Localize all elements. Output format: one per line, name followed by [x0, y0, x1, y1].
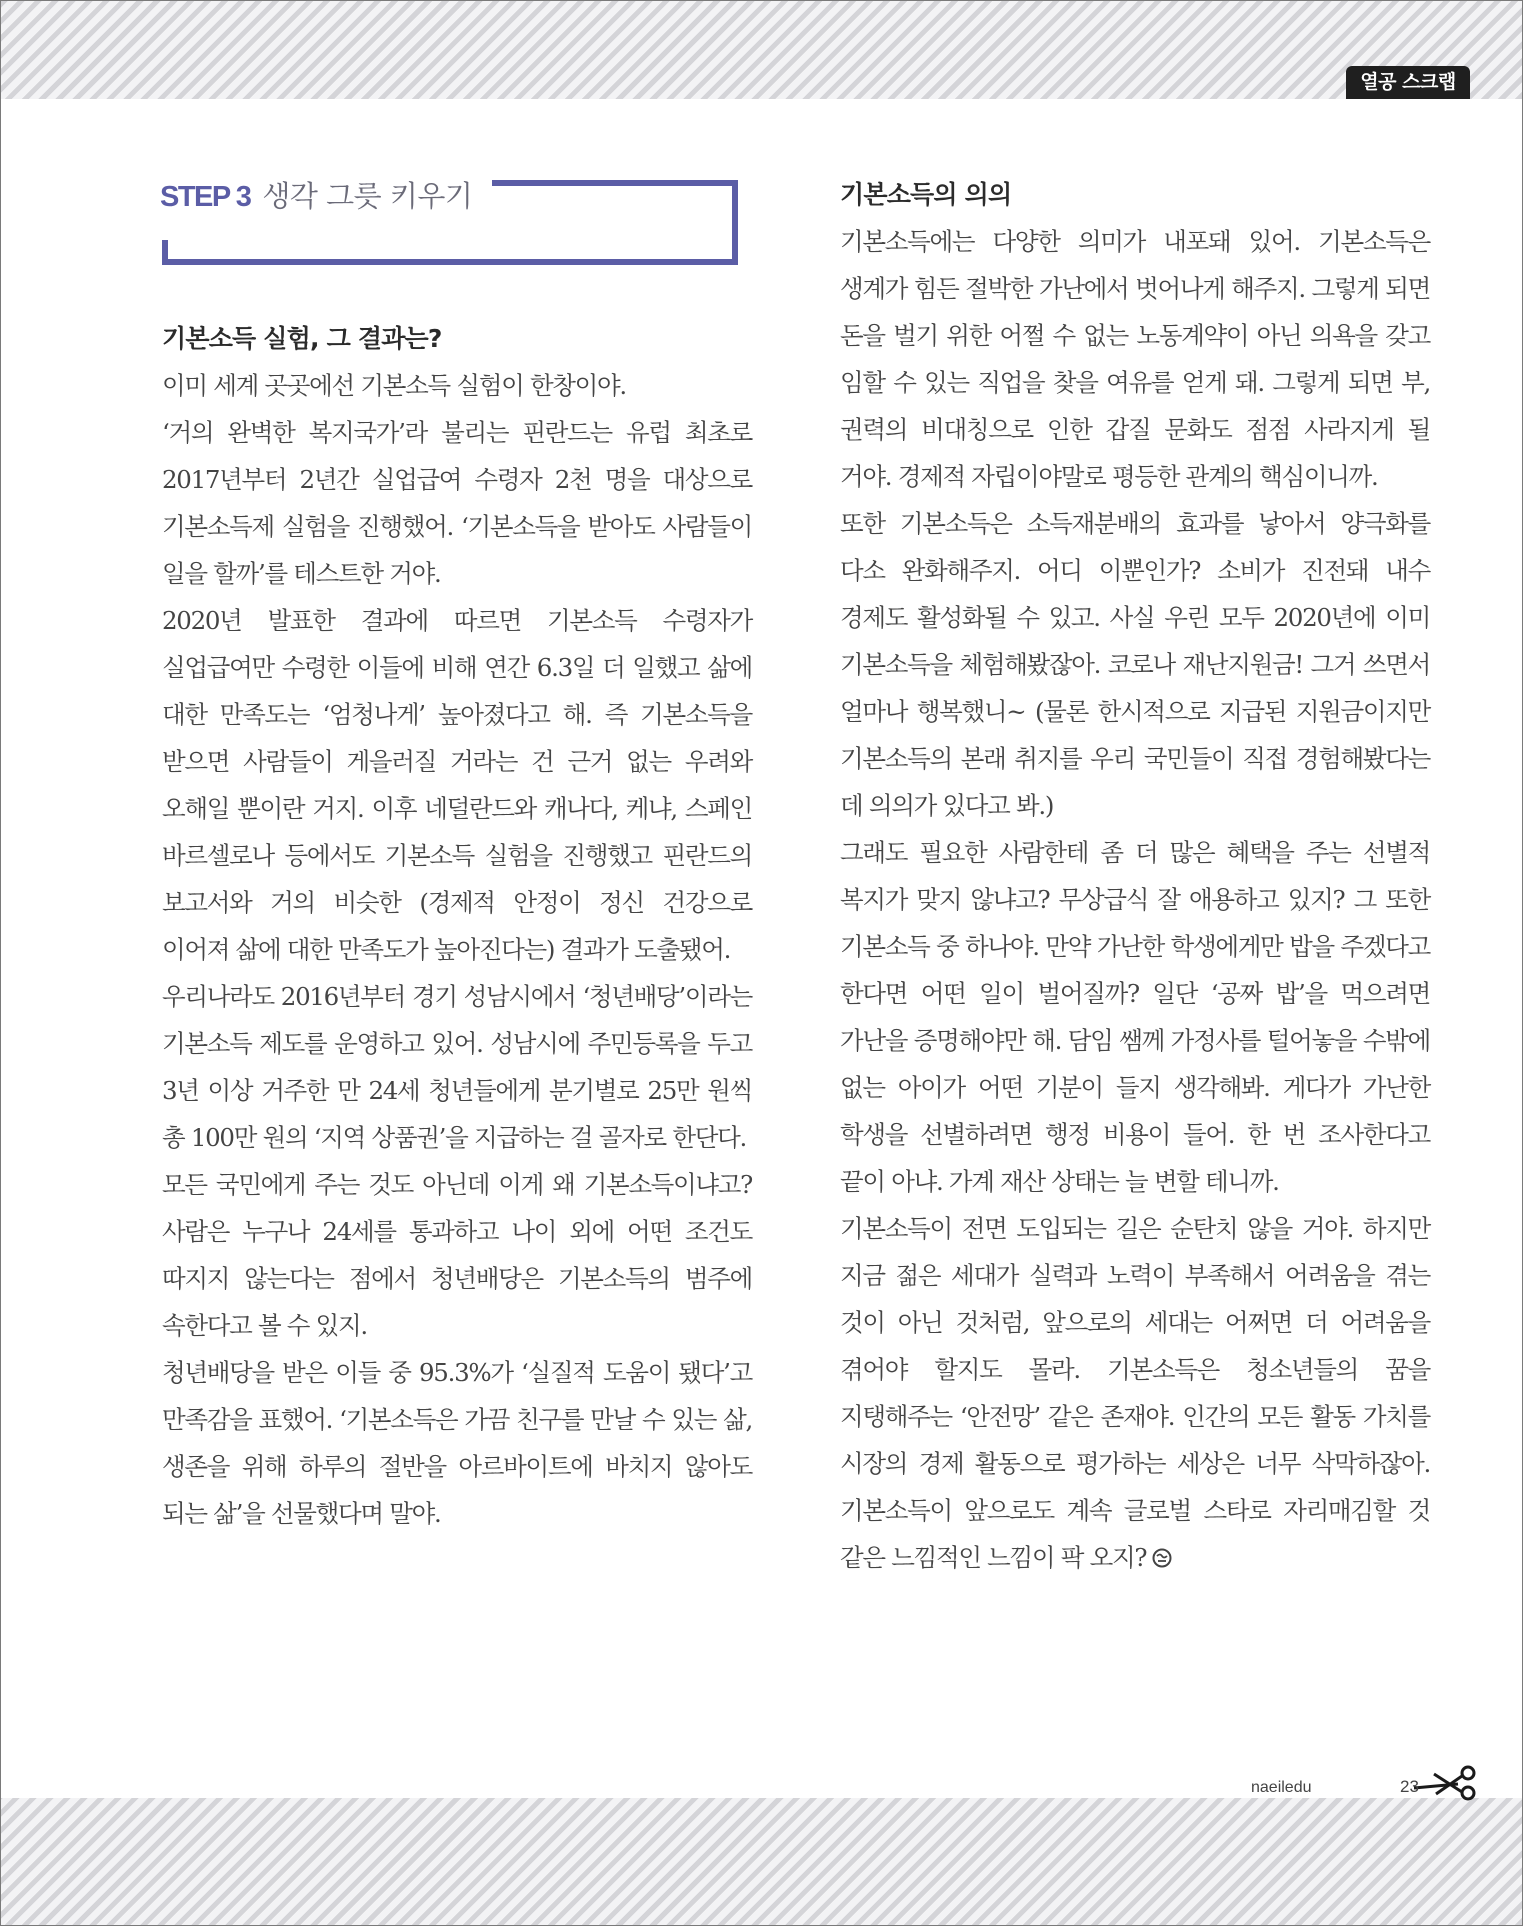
- right-paragraph: 또한 기본소득은 소득재분배의 효과를 낳아서 양극화를 다소 완화해주지. 어디 이뿐인가? 소비가 진전돼 내수 경제도 활성화될 수 있고. 사실 우린 모두 2020년에 이미 기본소득을 체험해봤잖아. 코로나 재난지원금! 그거 쓰면서 얼마나 행복했니~ (물론 한시적으로 지급된 지원금이지만 기본소득의 본래 취지를 우리 국민들이 직접 경험해봤다는 데 의의가 있다고 봐.): [840, 509, 1430, 820]
- left-paragraph: 이미 세계 곳곳에선 기본소득 실험이 한창이야.: [162, 371, 626, 400]
- right-paragraph-text: 기본소득이 전면 도입되는 길은 순탄치 않을 거야. 하지만 지금 젊은 세대가 실력과 노력이 부족해서 어려움을 겪는 것이 아닌 것처럼, 앞으로의 세대는 어쩌면 더 어려움을 겪어야 할지도 몰라. 기본소득은 청소년들의 꿈을 지탱해주는 ‘안전망’ 같은 존재야. 인간의 모든 활동 가치를 시장의 경제 활동으로 평가하는 세상은 너무 삭막하잖아. 기본소득이 앞으로도 계속 글로벌 스타로 자리매김할 것 같은 느낌적인 느낌이 팍 오지?: [840, 1214, 1430, 1572]
- left-paragraph: 우리나라도 2016년부터 경기 성남시에서 ‘청년배당’이라는 기본소득 제도를 운영하고 있어. 성남시에 주민등록을 두고 3년 이상 거주한 만 24세 청년들에게 분기별로 25만 원씩 총 100만 원의 ‘지역 상품권’을 지급하는 걸 골자로 한단다.: [162, 982, 752, 1152]
- section-tag: 열공 스크랩: [1346, 66, 1470, 99]
- right-paragraph: 기본소득에는 다양한 의미가 내포돼 있어. 기본소득은 생계가 힘든 절박한 가난에서 벗어나게 해주지. 그렇게 되면 돈을 벌기 위한 어쩔 수 없는 노동계약이 아닌 의욕을 갖고 임할 수 있는 직업을 찾을 여유를 얻게 돼. 그렇게 되면 부, 권력의 비대칭으로 인한 갑질 문화도 점점 사라지게 될 거야. 경제적 자립이야말로 평등한 관계의 핵심이니까.: [840, 227, 1430, 491]
- right-paragraph-last: [840, 1205, 1430, 1581]
- page-number: 23: [1400, 1777, 1419, 1796]
- step-title: [160, 174, 472, 215]
- left-paragraph: 청년배당을 받은 이들 중 95.3%가 ‘실질적 도움이 됐다’고 만족감을 표했어. ‘기본소득은 가끔 친구를 만날 수 있는 삶, 생존을 위해 하루의 절반을 아르바이트에 바치지 않아도 되는 삶’을 선물했다며 말야.: [162, 1358, 752, 1528]
- left-paragraph: 2020년 발표한 결과에 따르면 기본소득 수령자가 실업급여만 수령한 이들에 비해 연간 6.3일 더 일했고 삶에 대한 만족도는 ‘엄청나게’ 높아졌다고 해. 즉 기본소득을 받으면 사람들이 게을러질 거라는 건 근거 없는 우려와 오해일 뿐이란 거지. 이후 네덜란드와 캐나다, 케냐, 스페인 바르셀로나 등에서도 기본소득 실험을 진행했고 핀란드의 보고서와 거의 비슷한 (경제적 안정이 정신 건강으로 이어져 삶에 대한 만족도가 높아진다는) 결과가 도출됐어.: [162, 606, 753, 964]
- step-title-text: 생각 그릇 키우기: [262, 179, 473, 213]
- right-heading: 기본소득의 의의: [840, 180, 1012, 209]
- step-label: STEP 3: [160, 181, 251, 213]
- right-column: [840, 172, 1430, 1581]
- left-column: [162, 316, 752, 1537]
- right-paragraph: 그래도 필요한 사람한테 좀 더 많은 혜택을 주는 선별적 복지가 맞지 않냐고? 무상급식 잘 애용하고 있지? 그 또한 기본소득 중 하나야. 만약 가난한 학생에게만 밥을 주겠다고 한다면 어떤 일이 벌어질까? 일단 ‘공짜 밥’을 먹으려면 가난을 증명해야만 해. 담임 쌤께 가정사를 털어놓을 수밖에 없는 아이가 어떤 기분이 들지 생각해봐. 게다가 가난한 학생을 선별하려면 행정 비용이 들어. 한 번 조사한다고 끝이 아냐. 가계 재산 상태는 늘 변할 테니까.: [840, 838, 1430, 1196]
- header-stripe-band: [1, 1, 1522, 99]
- left-heading: 기본소득 실험, 그 결과는?: [162, 324, 442, 353]
- left-paragraph: 모든 국민에게 주는 것도 아닌데 이게 왜 기본소득이냐고? 사람은 누구나 24세를 통과하고 나이 외에 어떤 조건도 따지지 않는다는 점에서 청년배당은 기본소득의 범주에 속한다고 볼 수 있지.: [162, 1170, 752, 1340]
- scissors-icon: [1414, 1762, 1484, 1802]
- footer-brand: naeiledu: [1251, 1779, 1312, 1796]
- left-paragraph: ‘거의 완벽한 복지국가’라 불리는 핀란드는 유럽 최초로 2017년부터 2년간 실업급여 수령자 2천 명을 대상으로 기본소득제 실험을 진행했어. ‘기본소득을 받아도 사람들이 일을 할까’를 테스트한 거야.: [162, 418, 752, 588]
- end-mark-icon: [1150, 1548, 1174, 1568]
- footer-stripe-band: [1, 1798, 1522, 1925]
